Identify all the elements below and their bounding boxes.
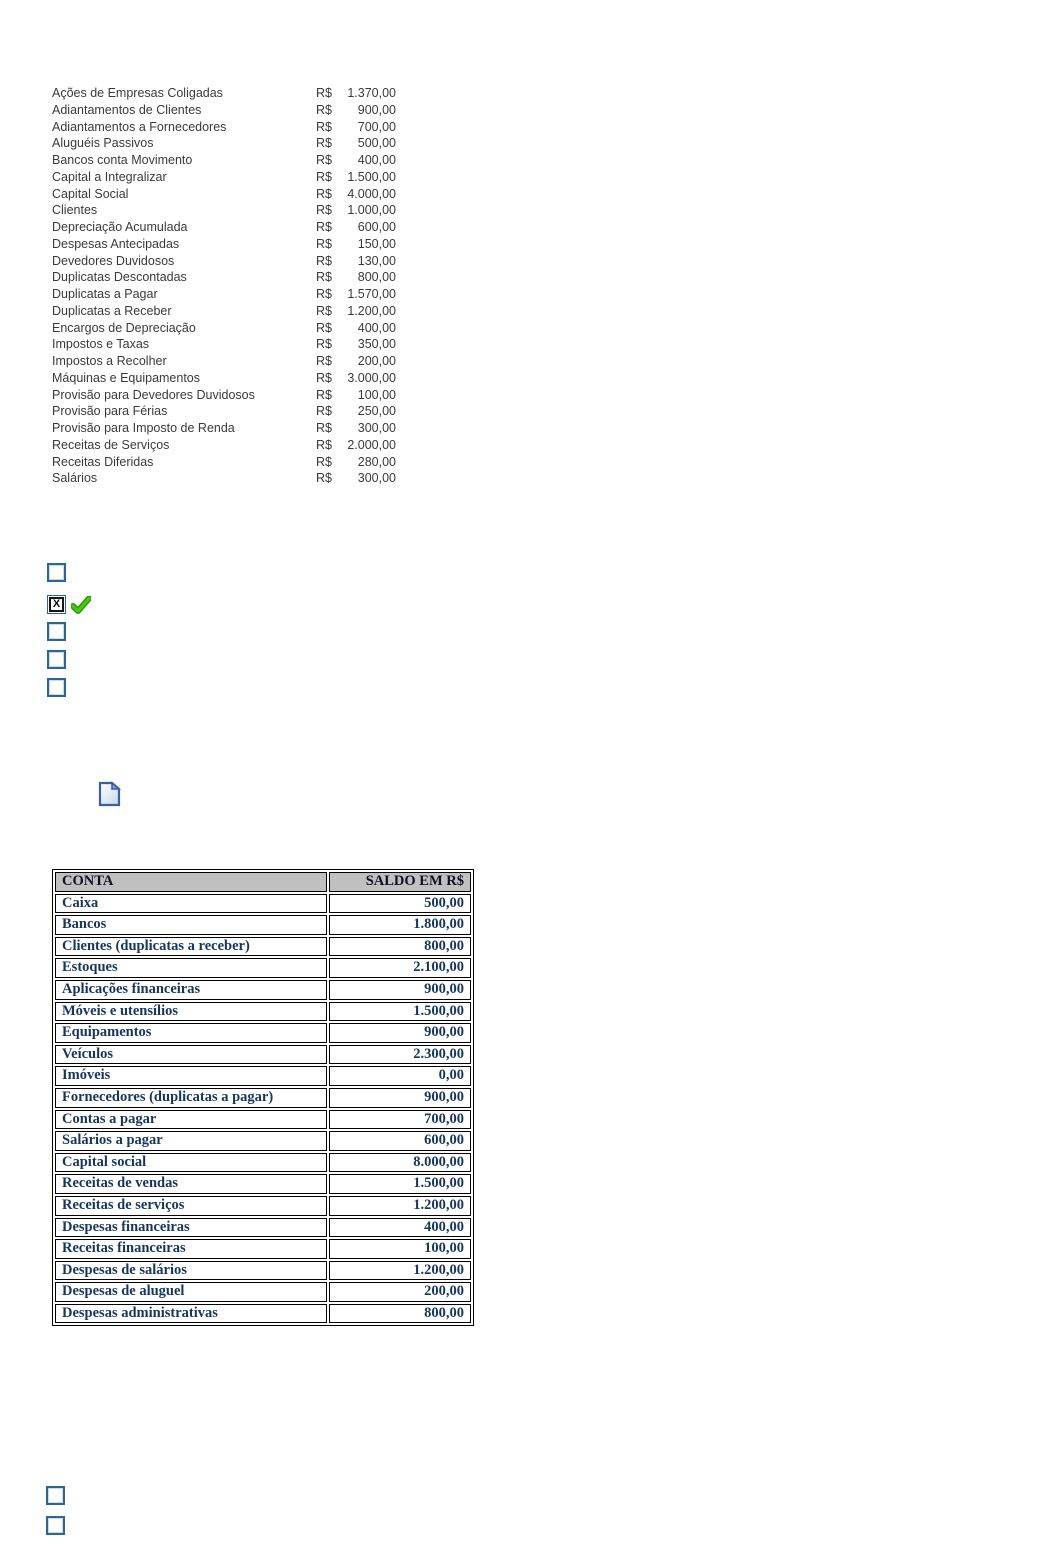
checkbox-option-4[interactable]: [47, 650, 66, 669]
cell-conta: Veículos: [55, 1045, 327, 1065]
account-list-item: [52, 202, 396, 219]
cell-saldo: 900,00: [329, 980, 471, 1000]
table-row: [55, 1088, 471, 1108]
currency-prefix: R$: [316, 169, 332, 184]
account-value: 250,00: [357, 404, 396, 419]
cell-saldo: 800,00: [329, 937, 471, 957]
account-list-item: [52, 370, 396, 387]
table-row: [55, 1023, 471, 1043]
currency-prefix: R$: [316, 404, 332, 419]
account-list-item: [52, 236, 396, 253]
currency-prefix: R$: [316, 136, 332, 151]
checkbox-option-1[interactable]: [47, 563, 66, 582]
account-name: Duplicatas a Pagar: [52, 287, 158, 301]
cell-saldo: 500,00: [329, 894, 471, 914]
account-list-item: [52, 169, 396, 186]
account-value: 800,00: [357, 270, 396, 285]
account-name: Provisão para Férias: [52, 404, 168, 419]
cell-conta: Contas a pagar: [55, 1110, 327, 1130]
green-check-icon: [71, 596, 91, 614]
currency-prefix: R$: [316, 421, 332, 435]
cell-conta: Fornecedores (duplicatas a pagar): [55, 1088, 327, 1108]
account-value: 1.200,00: [347, 303, 396, 318]
cell-conta: Aplicações financeiras: [55, 980, 327, 1000]
table-row: [55, 1045, 471, 1065]
checkbox-x-mark: X: [49, 597, 64, 612]
account-list-item: [52, 85, 396, 102]
account-name: Receitas Diferidas: [52, 454, 154, 469]
table-row: [55, 894, 471, 914]
account-name: Depreciação Acumulada: [52, 220, 188, 234]
account-name: Adiantamentos a Fornecedores: [52, 119, 227, 134]
account-name: Provisão para Devedores Duvidosos: [52, 387, 255, 402]
account-value: 900,00: [357, 102, 396, 117]
account-name: Impostos a Recolher: [52, 354, 167, 368]
cell-saldo: 1.800,00: [329, 915, 471, 935]
account-value: 4.000,00: [347, 186, 396, 201]
account-value: 400,00: [357, 153, 396, 167]
document-icon[interactable]: [98, 781, 121, 807]
cell-saldo: 200,00: [329, 1282, 471, 1302]
currency-prefix: R$: [316, 253, 332, 268]
account-list-item: [52, 437, 396, 454]
currency-prefix: R$: [316, 102, 332, 117]
account-list-item: [52, 102, 396, 119]
account-value: 280,00: [357, 454, 396, 469]
currency-prefix: R$: [316, 387, 332, 402]
account-name: Salários: [52, 471, 98, 486]
account-value: 400,00: [357, 320, 396, 335]
table-row: [55, 1304, 471, 1324]
currency-prefix: R$: [316, 303, 332, 318]
cell-conta: Clientes (duplicatas a receber): [55, 937, 327, 957]
account-name: Capital Social: [52, 186, 129, 201]
account-value: 3.000,00: [347, 370, 396, 385]
currency-prefix: R$: [316, 320, 332, 335]
account-list-item: [52, 269, 396, 286]
account-value: 300,00: [357, 471, 396, 486]
cell-saldo: 1.500,00: [329, 1174, 471, 1194]
balance-table-header-row: [55, 872, 471, 892]
checkbox-option-3[interactable]: [47, 622, 66, 641]
currency-prefix: R$: [316, 370, 332, 385]
account-value: 130,00: [357, 253, 396, 268]
cell-conta: Despesas administrativas: [55, 1304, 327, 1324]
account-value: 1.370,00: [347, 86, 396, 100]
cell-saldo: 900,00: [329, 1023, 471, 1043]
cell-saldo: 1.500,00: [329, 1002, 471, 1022]
account-name: Receitas de Serviços: [52, 437, 170, 452]
table-row: [55, 1110, 471, 1130]
account-list-item: [52, 320, 396, 337]
account-list: [52, 85, 396, 487]
account-list-item: [52, 219, 396, 236]
currency-prefix: R$: [316, 86, 332, 100]
cell-conta: Receitas de serviços: [55, 1196, 327, 1216]
account-name: Duplicatas a Receber: [52, 303, 172, 318]
cell-saldo: 800,00: [329, 1304, 471, 1324]
account-name: Máquinas e Equipamentos: [52, 370, 201, 385]
account-name: Ações de Empresas Coligadas: [52, 86, 223, 100]
cell-conta: Despesas de salários: [55, 1261, 327, 1281]
table-row: [55, 1196, 471, 1216]
account-value: 100,00: [357, 387, 396, 402]
account-list-item: [52, 253, 396, 270]
currency-prefix: R$: [316, 287, 332, 301]
account-name: Aluguéis Passivos: [52, 136, 154, 151]
account-value: 2.000,00: [347, 437, 396, 452]
cell-saldo: 1.200,00: [329, 1261, 471, 1281]
cell-conta: Despesas de aluguel: [55, 1282, 327, 1302]
currency-prefix: R$: [316, 236, 332, 251]
cell-saldo: 2.100,00: [329, 958, 471, 978]
table-row: [55, 958, 471, 978]
account-value: 1.570,00: [347, 287, 396, 301]
table-header-saldo: SALDO EM R$: [329, 872, 471, 892]
account-list-item: [52, 387, 396, 404]
cell-conta: Estoques: [55, 958, 327, 978]
cell-saldo: 100,00: [329, 1239, 471, 1259]
checkbox-option-b2[interactable]: [46, 1516, 65, 1535]
currency-prefix: R$: [316, 186, 332, 201]
cell-saldo: 400,00: [329, 1218, 471, 1238]
cell-saldo: 1.200,00: [329, 1196, 471, 1216]
account-list-item: [52, 186, 396, 203]
cell-saldo: 900,00: [329, 1088, 471, 1108]
currency-prefix: R$: [316, 203, 332, 218]
currency-prefix: R$: [316, 153, 332, 167]
cell-conta: Receitas de vendas: [55, 1174, 327, 1194]
table-row: [55, 1153, 471, 1173]
account-list-item: [52, 403, 396, 420]
cell-conta: Imóveis: [55, 1066, 327, 1086]
table-row: [55, 1261, 471, 1281]
account-value: 150,00: [357, 236, 396, 251]
account-name: Adiantamentos de Clientes: [52, 102, 202, 117]
cell-conta: Despesas financeiras: [55, 1218, 327, 1238]
cell-conta: Equipamentos: [55, 1023, 327, 1043]
account-name: Encargos de Depreciação: [52, 320, 196, 335]
account-value: 1.000,00: [347, 203, 396, 218]
account-name: Capital a Integralizar: [52, 169, 167, 184]
currency-prefix: R$: [316, 119, 332, 134]
balance-table: [52, 869, 474, 1326]
account-value: 600,00: [357, 220, 396, 234]
table-row: [55, 1002, 471, 1022]
account-name: Duplicatas Descontadas: [52, 270, 187, 285]
cell-conta: Receitas financeiras: [55, 1239, 327, 1259]
account-value: 300,00: [357, 421, 396, 435]
account-name: Impostos e Taxas: [52, 337, 150, 352]
table-row: [55, 1218, 471, 1238]
currency-prefix: R$: [316, 471, 332, 486]
cell-conta: Caixa: [55, 894, 327, 914]
table-row: [55, 1066, 471, 1086]
account-list-item: [52, 470, 396, 487]
account-list-item: [52, 353, 396, 370]
table-row: [55, 980, 471, 1000]
checkbox-option-5[interactable]: [47, 678, 66, 697]
table-row: [55, 915, 471, 935]
account-value: 500,00: [357, 136, 396, 151]
currency-prefix: R$: [316, 454, 332, 469]
account-value: 200,00: [357, 354, 396, 368]
cell-saldo: 0,00: [329, 1066, 471, 1086]
account-name: Despesas Antecipadas: [52, 236, 180, 251]
account-list-item: [52, 303, 396, 320]
account-list-item: [52, 336, 396, 353]
account-name: Provisão para Imposto de Renda: [52, 421, 235, 435]
account-name: Devedores Duvidosos: [52, 253, 175, 268]
checkbox-option-2-checked[interactable]: [47, 595, 66, 614]
cell-conta: Salários a pagar: [55, 1131, 327, 1151]
cell-conta: Capital social: [55, 1153, 327, 1173]
cell-saldo: 8.000,00: [329, 1153, 471, 1173]
checkbox-option-b1[interactable]: [46, 1486, 65, 1505]
cell-conta: Bancos: [55, 915, 327, 935]
account-list-item: [52, 135, 396, 152]
account-name: Bancos conta Movimento: [52, 153, 193, 167]
account-list-item: [52, 152, 396, 169]
account-list-item: [52, 454, 396, 471]
cell-saldo: 2.300,00: [329, 1045, 471, 1065]
account-list-item: [52, 286, 396, 303]
currency-prefix: R$: [316, 354, 332, 368]
currency-prefix: R$: [316, 220, 332, 234]
account-value: 700,00: [357, 119, 396, 134]
cell-conta: Móveis e utensílios: [55, 1002, 327, 1022]
account-value: 350,00: [357, 337, 396, 352]
table-header-conta: CONTA: [55, 872, 327, 892]
currency-prefix: R$: [316, 437, 332, 452]
table-row: [55, 1174, 471, 1194]
balance-table-body: [55, 894, 471, 1324]
table-row: [55, 937, 471, 957]
table-row: [55, 1239, 471, 1259]
cell-saldo: 700,00: [329, 1110, 471, 1130]
table-row: [55, 1131, 471, 1151]
table-row: [55, 1282, 471, 1302]
account-name: Clientes: [52, 203, 98, 218]
account-list-item: [52, 119, 396, 136]
currency-prefix: R$: [316, 270, 332, 285]
cell-saldo: 600,00: [329, 1131, 471, 1151]
account-list-item: [52, 420, 396, 437]
account-value: 1.500,00: [347, 169, 396, 184]
currency-prefix: R$: [316, 337, 332, 352]
